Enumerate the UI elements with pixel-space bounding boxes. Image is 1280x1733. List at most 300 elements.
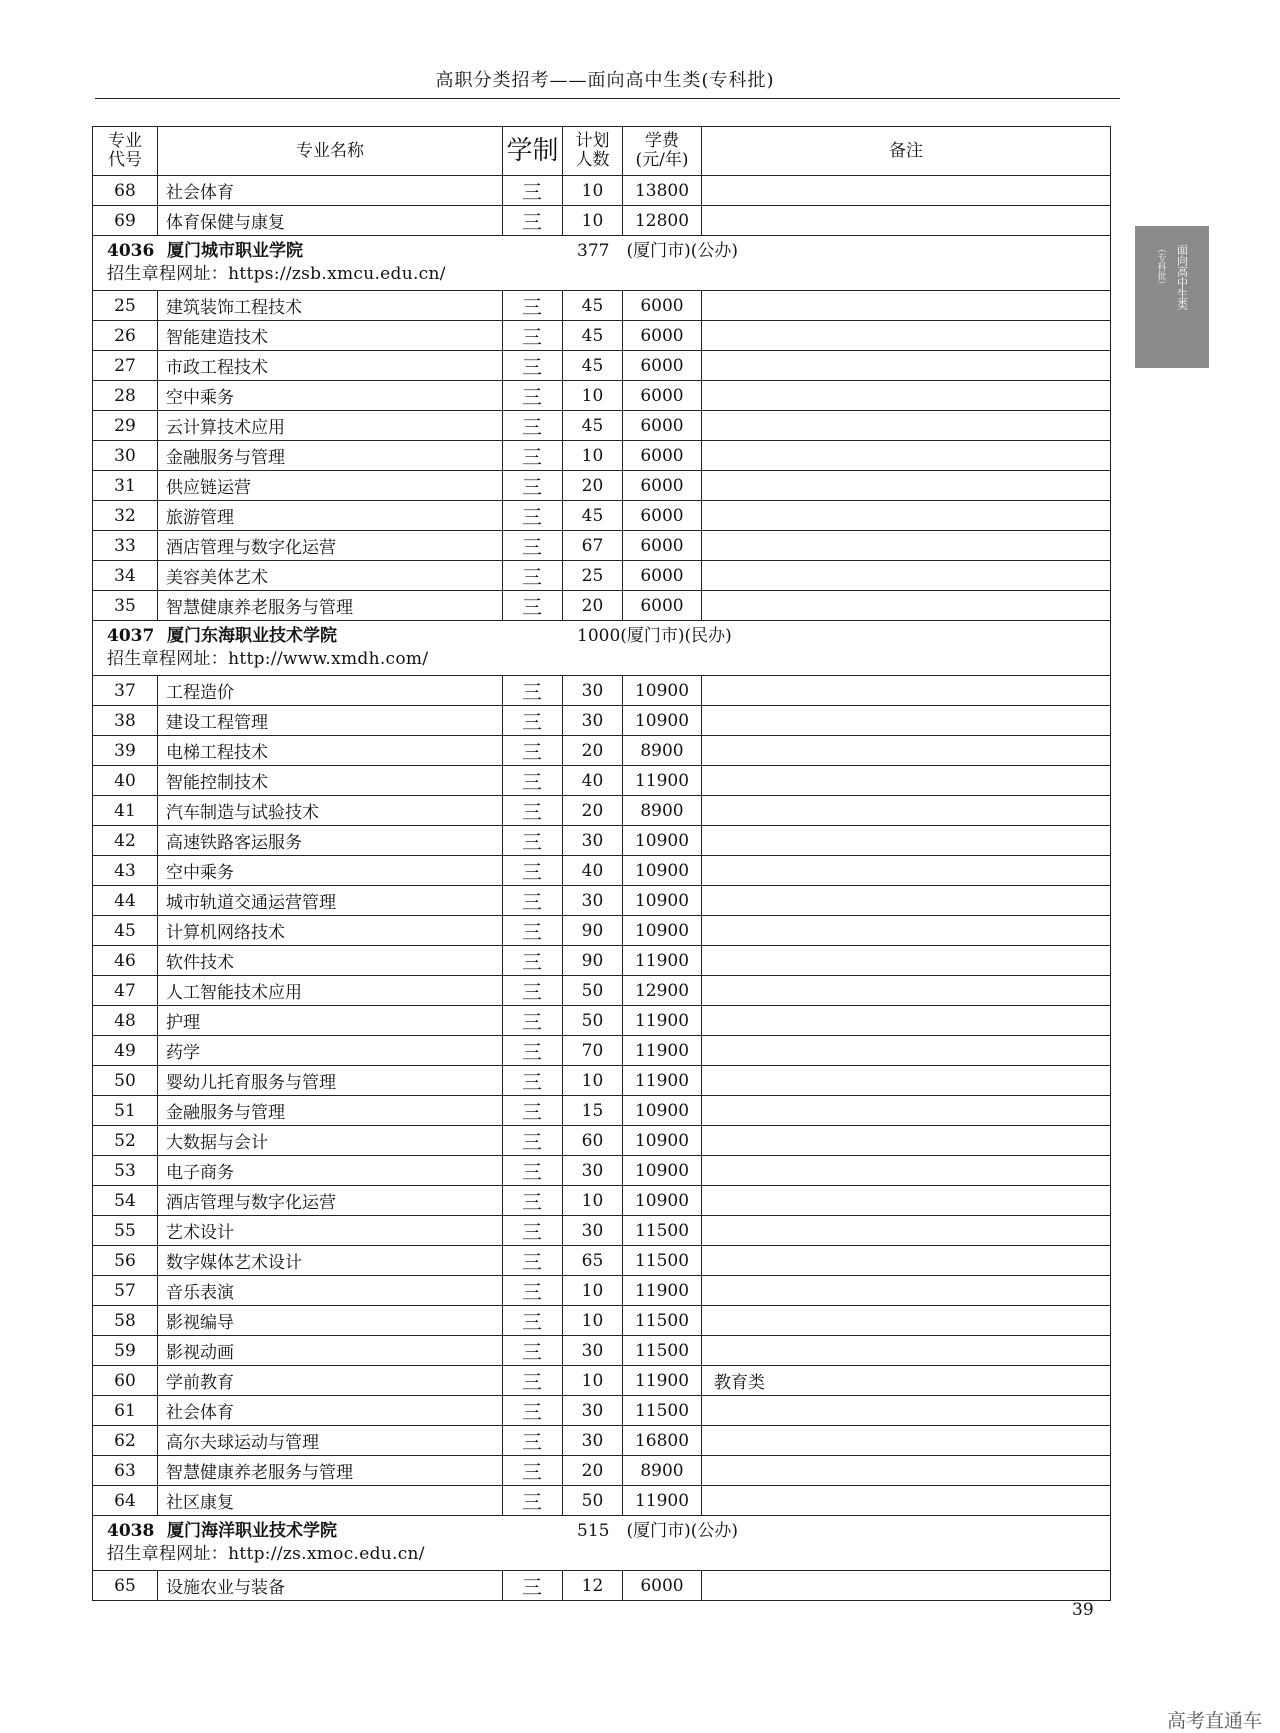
study-years-cell: 三: [503, 766, 563, 796]
table-row: [93, 1186, 1111, 1216]
study-years-cell: 三: [503, 381, 563, 411]
major-name-cell: 护理: [158, 1006, 503, 1036]
table-row: [93, 766, 1111, 796]
major-code-cell: 26: [93, 321, 158, 351]
major-code-cell: 58: [93, 1306, 158, 1336]
study-years-cell: 三: [503, 1366, 563, 1396]
major-code-cell: 57: [93, 1276, 158, 1306]
plan-count-cell: 45: [563, 411, 623, 441]
school-code: 4037: [107, 626, 155, 646]
study-years-cell: 三: [503, 351, 563, 381]
school-cell: [93, 621, 1111, 676]
tuition-fee-cell: 11900: [623, 1366, 702, 1396]
plan-count-cell: 10: [563, 1306, 623, 1336]
remark-cell: [702, 676, 1111, 706]
study-years-cell: 三: [503, 1571, 563, 1601]
study-years-cell: 三: [503, 1066, 563, 1096]
col-header-xuezhi: 学制: [503, 127, 563, 176]
tuition-fee-cell: 11900: [623, 946, 702, 976]
enrollment-table: [92, 126, 1111, 1601]
study-years-cell: 三: [503, 1456, 563, 1486]
tuition-fee-cell: 10900: [623, 1186, 702, 1216]
remark-cell: [702, 471, 1111, 501]
major-code-cell: 59: [93, 1336, 158, 1366]
table-row: [93, 946, 1111, 976]
remark-cell: [702, 796, 1111, 826]
remark-cell: [702, 206, 1111, 236]
major-name-cell: 艺术设计: [158, 1216, 503, 1246]
table-row: [93, 976, 1111, 1006]
remark-cell: [702, 1276, 1111, 1306]
major-code-cell: 44: [93, 886, 158, 916]
major-name-cell: 工程造价: [158, 676, 503, 706]
plan-count-cell: 40: [563, 766, 623, 796]
remark-cell: [702, 1571, 1111, 1601]
tuition-fee-cell: 6000: [623, 381, 702, 411]
remark-cell: [702, 1396, 1111, 1426]
table-row: [93, 856, 1111, 886]
major-name-cell: 供应链运营: [158, 471, 503, 501]
plan-count-cell: 45: [563, 501, 623, 531]
table-header-row: [93, 127, 1111, 176]
school-name: 厦门东海职业技术学院: [167, 626, 337, 646]
watermark: 高考直通车: [1166, 1710, 1262, 1732]
study-years-cell: 三: [503, 176, 563, 206]
col-header-fee: 学费 (元/年): [623, 127, 702, 176]
plan-count-cell: 20: [563, 796, 623, 826]
study-years-cell: 三: [503, 736, 563, 766]
remark-cell: [702, 381, 1111, 411]
school-row: [93, 1516, 1111, 1571]
study-years-cell: 三: [503, 856, 563, 886]
col-header-note: 备注: [702, 127, 1111, 176]
table-row: [93, 441, 1111, 471]
tuition-fee-cell: 6000: [623, 291, 702, 321]
col-header-name: 专业名称: [158, 127, 503, 176]
major-code-cell: 50: [93, 1066, 158, 1096]
table-row: [93, 591, 1111, 621]
major-code-cell: 49: [93, 1036, 158, 1066]
table-row: [93, 501, 1111, 531]
study-years-cell: 三: [503, 1276, 563, 1306]
remark-cell: [702, 1426, 1111, 1456]
school-charter-url: 招生章程网址：https://zsb.xmcu.edu.cn/: [107, 264, 446, 284]
major-name-cell: 高速铁路客运服务: [158, 826, 503, 856]
study-years-cell: 三: [503, 1246, 563, 1276]
plan-count-cell: 20: [563, 591, 623, 621]
plan-count-cell: 60: [563, 1126, 623, 1156]
plan-count-cell: 20: [563, 736, 623, 766]
plan-count-cell: 12: [563, 1571, 623, 1601]
tuition-fee-cell: 11900: [623, 1006, 702, 1036]
tuition-fee-cell: 10900: [623, 826, 702, 856]
study-years-cell: 三: [503, 1156, 563, 1186]
table-row: [93, 1276, 1111, 1306]
remark-cell: [702, 561, 1111, 591]
study-years-cell: 三: [503, 796, 563, 826]
col-header-plan: 计划 人数: [563, 127, 623, 176]
major-name-cell: 酒店管理与数字化运营: [158, 1186, 503, 1216]
major-code-cell: 63: [93, 1456, 158, 1486]
remark-cell: [702, 1216, 1111, 1246]
tuition-fee-cell: 6000: [623, 591, 702, 621]
plan-count-cell: 10: [563, 1366, 623, 1396]
major-name-cell: 汽车制造与试验技术: [158, 796, 503, 826]
table-row: [93, 471, 1111, 501]
study-years-cell: 三: [503, 1336, 563, 1366]
table-row: [93, 796, 1111, 826]
remark-cell: [702, 916, 1111, 946]
major-code-cell: 42: [93, 826, 158, 856]
study-years-cell: 三: [503, 441, 563, 471]
major-name-cell: 旅游管理: [158, 501, 503, 531]
study-years-cell: 三: [503, 976, 563, 1006]
school-code: 4036: [107, 241, 155, 261]
table-row: [93, 206, 1111, 236]
table-row: [93, 706, 1111, 736]
school-name: 厦门海洋职业技术学院: [167, 1521, 337, 1541]
remark-cell: [702, 736, 1111, 766]
plan-count-cell: 20: [563, 471, 623, 501]
remark-cell: [702, 886, 1111, 916]
tuition-fee-cell: 16800: [623, 1426, 702, 1456]
major-code-cell: 68: [93, 176, 158, 206]
study-years-cell: 三: [503, 1096, 563, 1126]
plan-count-cell: 67: [563, 531, 623, 561]
table-row: [93, 1366, 1111, 1396]
tuition-fee-cell: 10900: [623, 676, 702, 706]
major-name-cell: 药学: [158, 1036, 503, 1066]
major-name-cell: 智能建造技术: [158, 321, 503, 351]
study-years-cell: 三: [503, 206, 563, 236]
tuition-fee-cell: 10900: [623, 1126, 702, 1156]
table-row: [93, 1006, 1111, 1036]
major-code-cell: 62: [93, 1426, 158, 1456]
tuition-fee-cell: 6000: [623, 501, 702, 531]
table-row: [93, 1216, 1111, 1246]
major-code-cell: 34: [93, 561, 158, 591]
table-row: [93, 351, 1111, 381]
major-name-cell: 酒店管理与数字化运营: [158, 531, 503, 561]
table-row: [93, 1246, 1111, 1276]
tuition-fee-cell: 11900: [623, 766, 702, 796]
remark-cell: [702, 591, 1111, 621]
major-code-cell: 30: [93, 441, 158, 471]
plan-count-cell: 50: [563, 1486, 623, 1516]
table-row: [93, 176, 1111, 206]
table-row: [93, 736, 1111, 766]
plan-count-cell: 45: [563, 321, 623, 351]
tuition-fee-cell: 8900: [623, 736, 702, 766]
tuition-fee-cell: 10900: [623, 706, 702, 736]
major-name-cell: 市政工程技术: [158, 351, 503, 381]
school-cell: [93, 236, 1111, 291]
remark-cell: [702, 826, 1111, 856]
school-heading: [107, 240, 1096, 263]
remark-cell: [702, 441, 1111, 471]
major-code-cell: 54: [93, 1186, 158, 1216]
tuition-fee-cell: 6000: [623, 531, 702, 561]
plan-count-cell: 10: [563, 1186, 623, 1216]
col-header-code: 专业 代号: [93, 127, 158, 176]
school-heading: [107, 625, 1096, 648]
tuition-fee-cell: 11500: [623, 1246, 702, 1276]
running-header: 高职分类招考——面向高中生类(专科批): [435, 70, 775, 91]
study-years-cell: 三: [503, 1186, 563, 1216]
plan-count-cell: 30: [563, 1336, 623, 1366]
plan-count-cell: 30: [563, 1396, 623, 1426]
remark-cell: [702, 1096, 1111, 1126]
major-code-cell: 29: [93, 411, 158, 441]
major-code-cell: 37: [93, 676, 158, 706]
plan-count-cell: 30: [563, 676, 623, 706]
school-charter-url: 招生章程网址：http://www.xmdh.com/: [107, 649, 429, 669]
major-name-cell: 空中乘务: [158, 381, 503, 411]
remark-cell: [702, 946, 1111, 976]
plan-count-cell: 10: [563, 206, 623, 236]
table-row: [93, 1456, 1111, 1486]
major-code-cell: 61: [93, 1396, 158, 1426]
remark-cell: [702, 1066, 1111, 1096]
table-body: [93, 176, 1111, 1601]
major-name-cell: 智能控制技术: [158, 766, 503, 796]
remark-cell: [702, 706, 1111, 736]
school-code: 4038: [107, 1521, 155, 1541]
table-row: [93, 1426, 1111, 1456]
remark-cell: [702, 1456, 1111, 1486]
plan-count-cell: 15: [563, 1096, 623, 1126]
tuition-fee-cell: 10900: [623, 856, 702, 886]
remark-cell: [702, 291, 1111, 321]
plan-count-cell: 10: [563, 381, 623, 411]
remark-cell: [702, 1156, 1111, 1186]
major-name-cell: 电梯工程技术: [158, 736, 503, 766]
study-years-cell: 三: [503, 916, 563, 946]
remark-cell: [702, 1336, 1111, 1366]
remark-cell: [702, 1006, 1111, 1036]
major-name-cell: 智慧健康养老服务与管理: [158, 1456, 503, 1486]
major-name-cell: 社区康复: [158, 1486, 503, 1516]
study-years-cell: 三: [503, 1396, 563, 1426]
major-name-cell: 社会体育: [158, 176, 503, 206]
tuition-fee-cell: 13800: [623, 176, 702, 206]
table-row: [93, 561, 1111, 591]
study-years-cell: 三: [503, 411, 563, 441]
remark-cell: 教育类: [702, 1366, 1111, 1396]
tuition-fee-cell: 6000: [623, 441, 702, 471]
major-name-cell: 学前教育: [158, 1366, 503, 1396]
plan-count-cell: 10: [563, 1276, 623, 1306]
table-row: [93, 1396, 1111, 1426]
plan-count-cell: 70: [563, 1036, 623, 1066]
study-years-cell: 三: [503, 291, 563, 321]
study-years-cell: 三: [503, 1126, 563, 1156]
study-years-cell: 三: [503, 1426, 563, 1456]
tuition-fee-cell: 10900: [623, 1096, 702, 1126]
table-row: [93, 1036, 1111, 1066]
tuition-fee-cell: 11900: [623, 1066, 702, 1096]
study-years-cell: 三: [503, 1216, 563, 1246]
major-code-cell: 55: [93, 1216, 158, 1246]
major-code-cell: 32: [93, 501, 158, 531]
major-code-cell: 48: [93, 1006, 158, 1036]
school-row: [93, 236, 1111, 291]
remark-cell: [702, 1036, 1111, 1066]
plan-count-cell: 45: [563, 291, 623, 321]
header-rule: [95, 98, 1120, 99]
major-name-cell: 影视编导: [158, 1306, 503, 1336]
major-code-cell: 46: [93, 946, 158, 976]
tuition-fee-cell: 6000: [623, 411, 702, 441]
major-name-cell: 智慧健康养老服务与管理: [158, 591, 503, 621]
plan-count-cell: 30: [563, 1216, 623, 1246]
major-name-cell: 人工智能技术应用: [158, 976, 503, 1006]
school-cell: [93, 1516, 1111, 1571]
plan-count-cell: 10: [563, 441, 623, 471]
tuition-fee-cell: 10900: [623, 1156, 702, 1186]
major-code-cell: 39: [93, 736, 158, 766]
tuition-fee-cell: 6000: [623, 471, 702, 501]
page-number: 39: [1072, 1600, 1094, 1620]
plan-count-cell: 65: [563, 1246, 623, 1276]
remark-cell: [702, 976, 1111, 1006]
major-code-cell: 28: [93, 381, 158, 411]
remark-cell: [702, 1306, 1111, 1336]
table-row: [93, 381, 1111, 411]
table-row: [93, 916, 1111, 946]
tuition-fee-cell: 6000: [623, 351, 702, 381]
plan-count-cell: 50: [563, 976, 623, 1006]
plan-count-cell: 90: [563, 916, 623, 946]
table-row: [93, 826, 1111, 856]
school-info: 1000(厦门市)(民办): [577, 626, 732, 646]
remark-cell: [702, 411, 1111, 441]
major-code-cell: 43: [93, 856, 158, 886]
table-row: [93, 1096, 1111, 1126]
tuition-fee-cell: 11900: [623, 1036, 702, 1066]
plan-count-cell: 30: [563, 1156, 623, 1186]
study-years-cell: 三: [503, 1306, 563, 1336]
major-code-cell: 64: [93, 1486, 158, 1516]
study-years-cell: 三: [503, 1006, 563, 1036]
study-years-cell: 三: [503, 1486, 563, 1516]
plan-count-cell: 20: [563, 1456, 623, 1486]
major-code-cell: 47: [93, 976, 158, 1006]
major-code-cell: 35: [93, 591, 158, 621]
table-row: [93, 1126, 1111, 1156]
table-row: [93, 1156, 1111, 1186]
tuition-fee-cell: 12900: [623, 976, 702, 1006]
study-years-cell: 三: [503, 886, 563, 916]
table-row: [93, 411, 1111, 441]
major-code-cell: 31: [93, 471, 158, 501]
school-info: 377 (厦门市)(公办): [577, 241, 738, 261]
study-years-cell: 三: [503, 591, 563, 621]
remark-cell: [702, 1246, 1111, 1276]
section-side-tab: [1135, 226, 1209, 368]
table-row: [93, 1306, 1111, 1336]
major-name-cell: 大数据与会计: [158, 1126, 503, 1156]
tuition-fee-cell: 10900: [623, 886, 702, 916]
major-name-cell: 金融服务与管理: [158, 441, 503, 471]
plan-count-cell: 40: [563, 856, 623, 886]
major-name-cell: 数字媒体艺术设计: [158, 1246, 503, 1276]
table-row: [93, 1571, 1111, 1601]
tuition-fee-cell: 12800: [623, 206, 702, 236]
plan-count-cell: 30: [563, 1426, 623, 1456]
study-years-cell: 三: [503, 561, 563, 591]
remark-cell: [702, 1486, 1111, 1516]
major-code-cell: 52: [93, 1126, 158, 1156]
study-years-cell: 三: [503, 471, 563, 501]
remark-cell: [702, 351, 1111, 381]
remark-cell: [702, 1126, 1111, 1156]
school-info: 515 (厦门市)(公办): [577, 1521, 738, 1541]
table-row: [93, 291, 1111, 321]
major-name-cell: 城市轨道交通运营管理: [158, 886, 503, 916]
school-heading: [107, 1520, 1096, 1543]
remark-cell: [702, 1186, 1111, 1216]
major-name-cell: 婴幼儿托育服务与管理: [158, 1066, 503, 1096]
major-name-cell: 体育保健与康复: [158, 206, 503, 236]
school-row: [93, 621, 1111, 676]
tuition-fee-cell: 6000: [623, 321, 702, 351]
major-code-cell: 25: [93, 291, 158, 321]
major-name-cell: 社会体育: [158, 1396, 503, 1426]
plan-count-cell: 10: [563, 1066, 623, 1096]
major-code-cell: 41: [93, 796, 158, 826]
major-name-cell: 电子商务: [158, 1156, 503, 1186]
major-code-cell: 51: [93, 1096, 158, 1126]
study-years-cell: 三: [503, 501, 563, 531]
side-tab-sub-label: （专科批）: [1155, 244, 1166, 289]
major-name-cell: 计算机网络技术: [158, 916, 503, 946]
plan-count-cell: 50: [563, 1006, 623, 1036]
major-name-cell: 影视动画: [158, 1336, 503, 1366]
table-row: [93, 1336, 1111, 1366]
tuition-fee-cell: 11900: [623, 1486, 702, 1516]
plan-count-cell: 45: [563, 351, 623, 381]
tuition-fee-cell: 8900: [623, 796, 702, 826]
major-name-cell: 软件技术: [158, 946, 503, 976]
major-code-cell: 60: [93, 1366, 158, 1396]
study-years-cell: 三: [503, 321, 563, 351]
remark-cell: [702, 856, 1111, 886]
school-name: 厦门城市职业学院: [167, 241, 303, 261]
major-name-cell: 美容美体艺术: [158, 561, 503, 591]
tuition-fee-cell: 6000: [623, 561, 702, 591]
major-name-cell: 建设工程管理: [158, 706, 503, 736]
major-code-cell: 40: [93, 766, 158, 796]
table-row: [93, 1066, 1111, 1096]
tuition-fee-cell: 11500: [623, 1396, 702, 1426]
remark-cell: [702, 321, 1111, 351]
major-name-cell: 金融服务与管理: [158, 1096, 503, 1126]
major-code-cell: 33: [93, 531, 158, 561]
table-row: [93, 1486, 1111, 1516]
table-row: [93, 676, 1111, 706]
plan-count-cell: 30: [563, 706, 623, 736]
study-years-cell: 三: [503, 1036, 563, 1066]
major-name-cell: 设施农业与装备: [158, 1571, 503, 1601]
plan-count-cell: 10: [563, 176, 623, 206]
plan-count-cell: 30: [563, 826, 623, 856]
table-row: [93, 531, 1111, 561]
tuition-fee-cell: 11900: [623, 1276, 702, 1306]
plan-count-cell: 25: [563, 561, 623, 591]
remark-cell: [702, 531, 1111, 561]
major-code-cell: 69: [93, 206, 158, 236]
